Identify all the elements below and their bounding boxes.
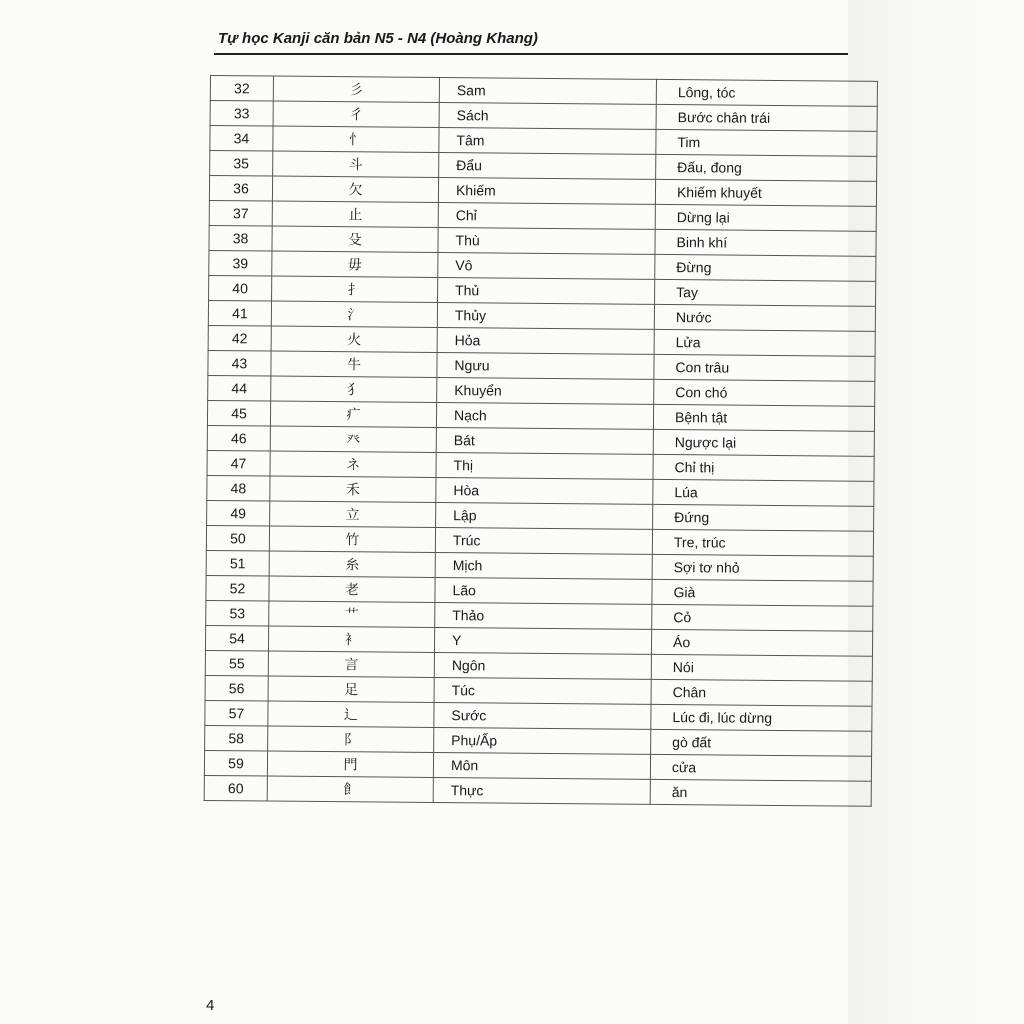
sino-vietnamese-reading-cell: Thảo: [435, 602, 652, 629]
kanji-radical-cell: 欠: [272, 176, 438, 202]
kanji-radical-cell: 飠: [267, 776, 433, 802]
row-number-cell: 36: [209, 176, 272, 202]
meaning-cell: gò đất: [651, 729, 872, 756]
row-number-cell: 59: [204, 750, 267, 776]
sino-vietnamese-reading-cell: Lập: [436, 502, 653, 529]
row-number-cell: 48: [207, 475, 270, 501]
kanji-radical-cell: 斗: [273, 151, 439, 177]
kanji-radical-cell: 彳: [273, 101, 439, 127]
row-number-cell: 56: [205, 675, 268, 701]
row-number-cell: 39: [209, 250, 272, 276]
row-number-cell: 43: [208, 350, 271, 376]
row-number-cell: 58: [205, 725, 268, 751]
meaning-cell: Cỏ: [652, 604, 873, 631]
header-rule: [214, 53, 848, 55]
meaning-cell: Tim: [656, 129, 877, 156]
sino-vietnamese-reading-cell: Y: [434, 627, 651, 654]
sino-vietnamese-reading-cell: Trúc: [435, 527, 652, 554]
row-number-cell: 34: [210, 126, 273, 152]
table-body: [204, 76, 877, 807]
meaning-cell: Đứng: [653, 504, 874, 531]
meaning-cell: Áo: [651, 629, 872, 656]
kanji-radical-cell: 火: [271, 326, 437, 352]
kanji-radical-cell: 竹: [269, 526, 435, 552]
row-number-cell: 45: [207, 400, 270, 426]
sino-vietnamese-reading-cell: Thù: [438, 227, 655, 254]
sino-vietnamese-reading-cell: Mịch: [435, 552, 652, 579]
kanji-radical-cell: 扌: [272, 276, 438, 302]
row-number-cell: 46: [207, 425, 270, 451]
meaning-cell: Già: [652, 579, 873, 606]
meaning-cell: Con chó: [654, 379, 875, 406]
kanji-radical-cell: 氵: [271, 301, 437, 327]
kanji-radical-cell: 禾: [270, 476, 436, 502]
sino-vietnamese-reading-cell: Hỏa: [437, 327, 654, 354]
sino-vietnamese-reading-cell: Sách: [439, 103, 656, 130]
kanji-radical-cell: 犭: [271, 376, 437, 402]
meaning-cell: Chân: [651, 679, 872, 706]
meaning-cell: Nói: [651, 654, 872, 681]
kanji-radical-cell: 糸: [269, 551, 435, 577]
sino-vietnamese-reading-cell: Thủy: [437, 302, 654, 329]
kanji-radical-cell: 立: [270, 501, 436, 527]
row-number-cell: 32: [210, 76, 273, 102]
sino-vietnamese-reading-cell: Đẩu: [439, 152, 656, 179]
sino-vietnamese-reading-cell: Ngưu: [437, 352, 654, 379]
kanji-radical-cell: 毋: [272, 251, 438, 277]
kanji-radical-cell: 老: [269, 576, 435, 602]
sino-vietnamese-reading-cell: Bát: [436, 427, 653, 454]
running-header-title: Tự học Kanji căn bản N5 - N4 (Hoàng Khang): [218, 30, 538, 47]
row-number-cell: 57: [205, 700, 268, 726]
sino-vietnamese-reading-cell: Thủ: [438, 277, 655, 304]
meaning-cell: Nước: [654, 304, 875, 331]
row-number-cell: 38: [209, 225, 272, 251]
row-number-cell: 41: [208, 300, 271, 326]
row-number-cell: 52: [206, 575, 269, 601]
row-number-cell: 49: [207, 500, 270, 526]
meaning-cell: Lửa: [654, 329, 875, 356]
meaning-cell: Tay: [655, 279, 876, 306]
row-number-cell: 44: [208, 375, 271, 401]
row-number-cell: 54: [205, 625, 268, 651]
kanji-radical-cell: 門: [267, 751, 433, 777]
meaning-cell: Đấu, đong: [656, 154, 877, 181]
sino-vietnamese-reading-cell: Chỉ: [438, 202, 655, 229]
sino-vietnamese-reading-cell: Phụ/Ấp: [434, 727, 651, 754]
meaning-cell: Ngược lại: [653, 429, 874, 456]
sino-vietnamese-reading-cell: Sam: [439, 78, 656, 105]
row-number-cell: 60: [204, 775, 267, 801]
sino-vietnamese-reading-cell: Nạch: [436, 402, 653, 429]
kanji-radical-cell: 衤: [268, 626, 434, 652]
sino-vietnamese-reading-cell: Thực: [433, 777, 650, 804]
meaning-cell: Lúc đi, lúc dừng: [651, 704, 872, 731]
kanji-radical-cell: ネ: [270, 451, 436, 477]
row-number-cell: 50: [206, 525, 269, 551]
sino-vietnamese-reading-cell: Ngôn: [434, 652, 651, 679]
table: [204, 75, 878, 807]
meaning-cell: ăn: [650, 779, 871, 806]
sino-vietnamese-reading-cell: Túc: [434, 677, 651, 704]
meaning-cell: Sợi tơ nhỏ: [652, 554, 873, 581]
kanji-radical-cell: 彡: [273, 76, 439, 102]
meaning-cell: Bệnh tật: [653, 404, 874, 431]
row-number-cell: 37: [209, 200, 272, 226]
sino-vietnamese-reading-cell: Tâm: [439, 128, 656, 155]
meaning-cell: Con trâu: [654, 354, 875, 381]
kanji-radical-cell: 言: [268, 651, 434, 677]
meaning-cell: Chỉ thị: [653, 454, 874, 481]
sino-vietnamese-reading-cell: Môn: [433, 752, 650, 779]
kanji-radical-cell: 足: [268, 676, 434, 702]
meaning-cell: cửa: [650, 754, 871, 781]
kanji-radical-cell: 辶: [268, 701, 434, 727]
kanji-radical-cell: 艹: [269, 601, 435, 627]
kanji-radical-cell: 疒: [270, 401, 436, 427]
meaning-cell: Bước chân trái: [656, 104, 877, 131]
meaning-cell: Đừng: [655, 254, 876, 281]
kanji-radical-cell: 癶: [270, 426, 436, 452]
row-number-cell: 35: [210, 151, 273, 177]
row-number-cell: 47: [207, 450, 270, 476]
meaning-cell: Dừng lại: [655, 204, 876, 231]
row-number-cell: 53: [206, 600, 269, 626]
page-number: 4: [206, 997, 215, 1014]
meaning-cell: Binh khí: [655, 229, 876, 256]
meaning-cell: Tre, trúc: [652, 529, 873, 556]
sino-vietnamese-reading-cell: Khiếm: [438, 177, 655, 204]
sino-vietnamese-reading-cell: Thị: [436, 452, 653, 479]
row-number-cell: 40: [209, 275, 272, 301]
row-number-cell: 51: [206, 550, 269, 576]
row-number-cell: 42: [208, 325, 271, 351]
sino-vietnamese-reading-cell: Hòa: [436, 477, 653, 504]
meaning-cell: Lông, tóc: [656, 79, 877, 106]
meaning-cell: Khiếm khuyết: [655, 179, 876, 206]
kanji-radical-cell: 阝: [268, 726, 434, 752]
kanji-radical-cell: 殳: [272, 226, 438, 252]
kanji-radical-cell: 忄: [273, 126, 439, 152]
row-number-cell: 55: [205, 650, 268, 676]
kanji-radical-cell: 止: [272, 201, 438, 227]
sino-vietnamese-reading-cell: Vô: [438, 252, 655, 279]
sino-vietnamese-reading-cell: Khuyển: [437, 377, 654, 404]
kanji-radical-cell: 牛: [271, 351, 437, 377]
sino-vietnamese-reading-cell: Lão: [435, 577, 652, 604]
row-number-cell: 33: [210, 101, 273, 127]
table-row: [204, 775, 871, 806]
kanji-radical-table: [204, 75, 878, 807]
meaning-cell: Lúa: [653, 479, 874, 506]
sino-vietnamese-reading-cell: Sước: [434, 702, 651, 729]
